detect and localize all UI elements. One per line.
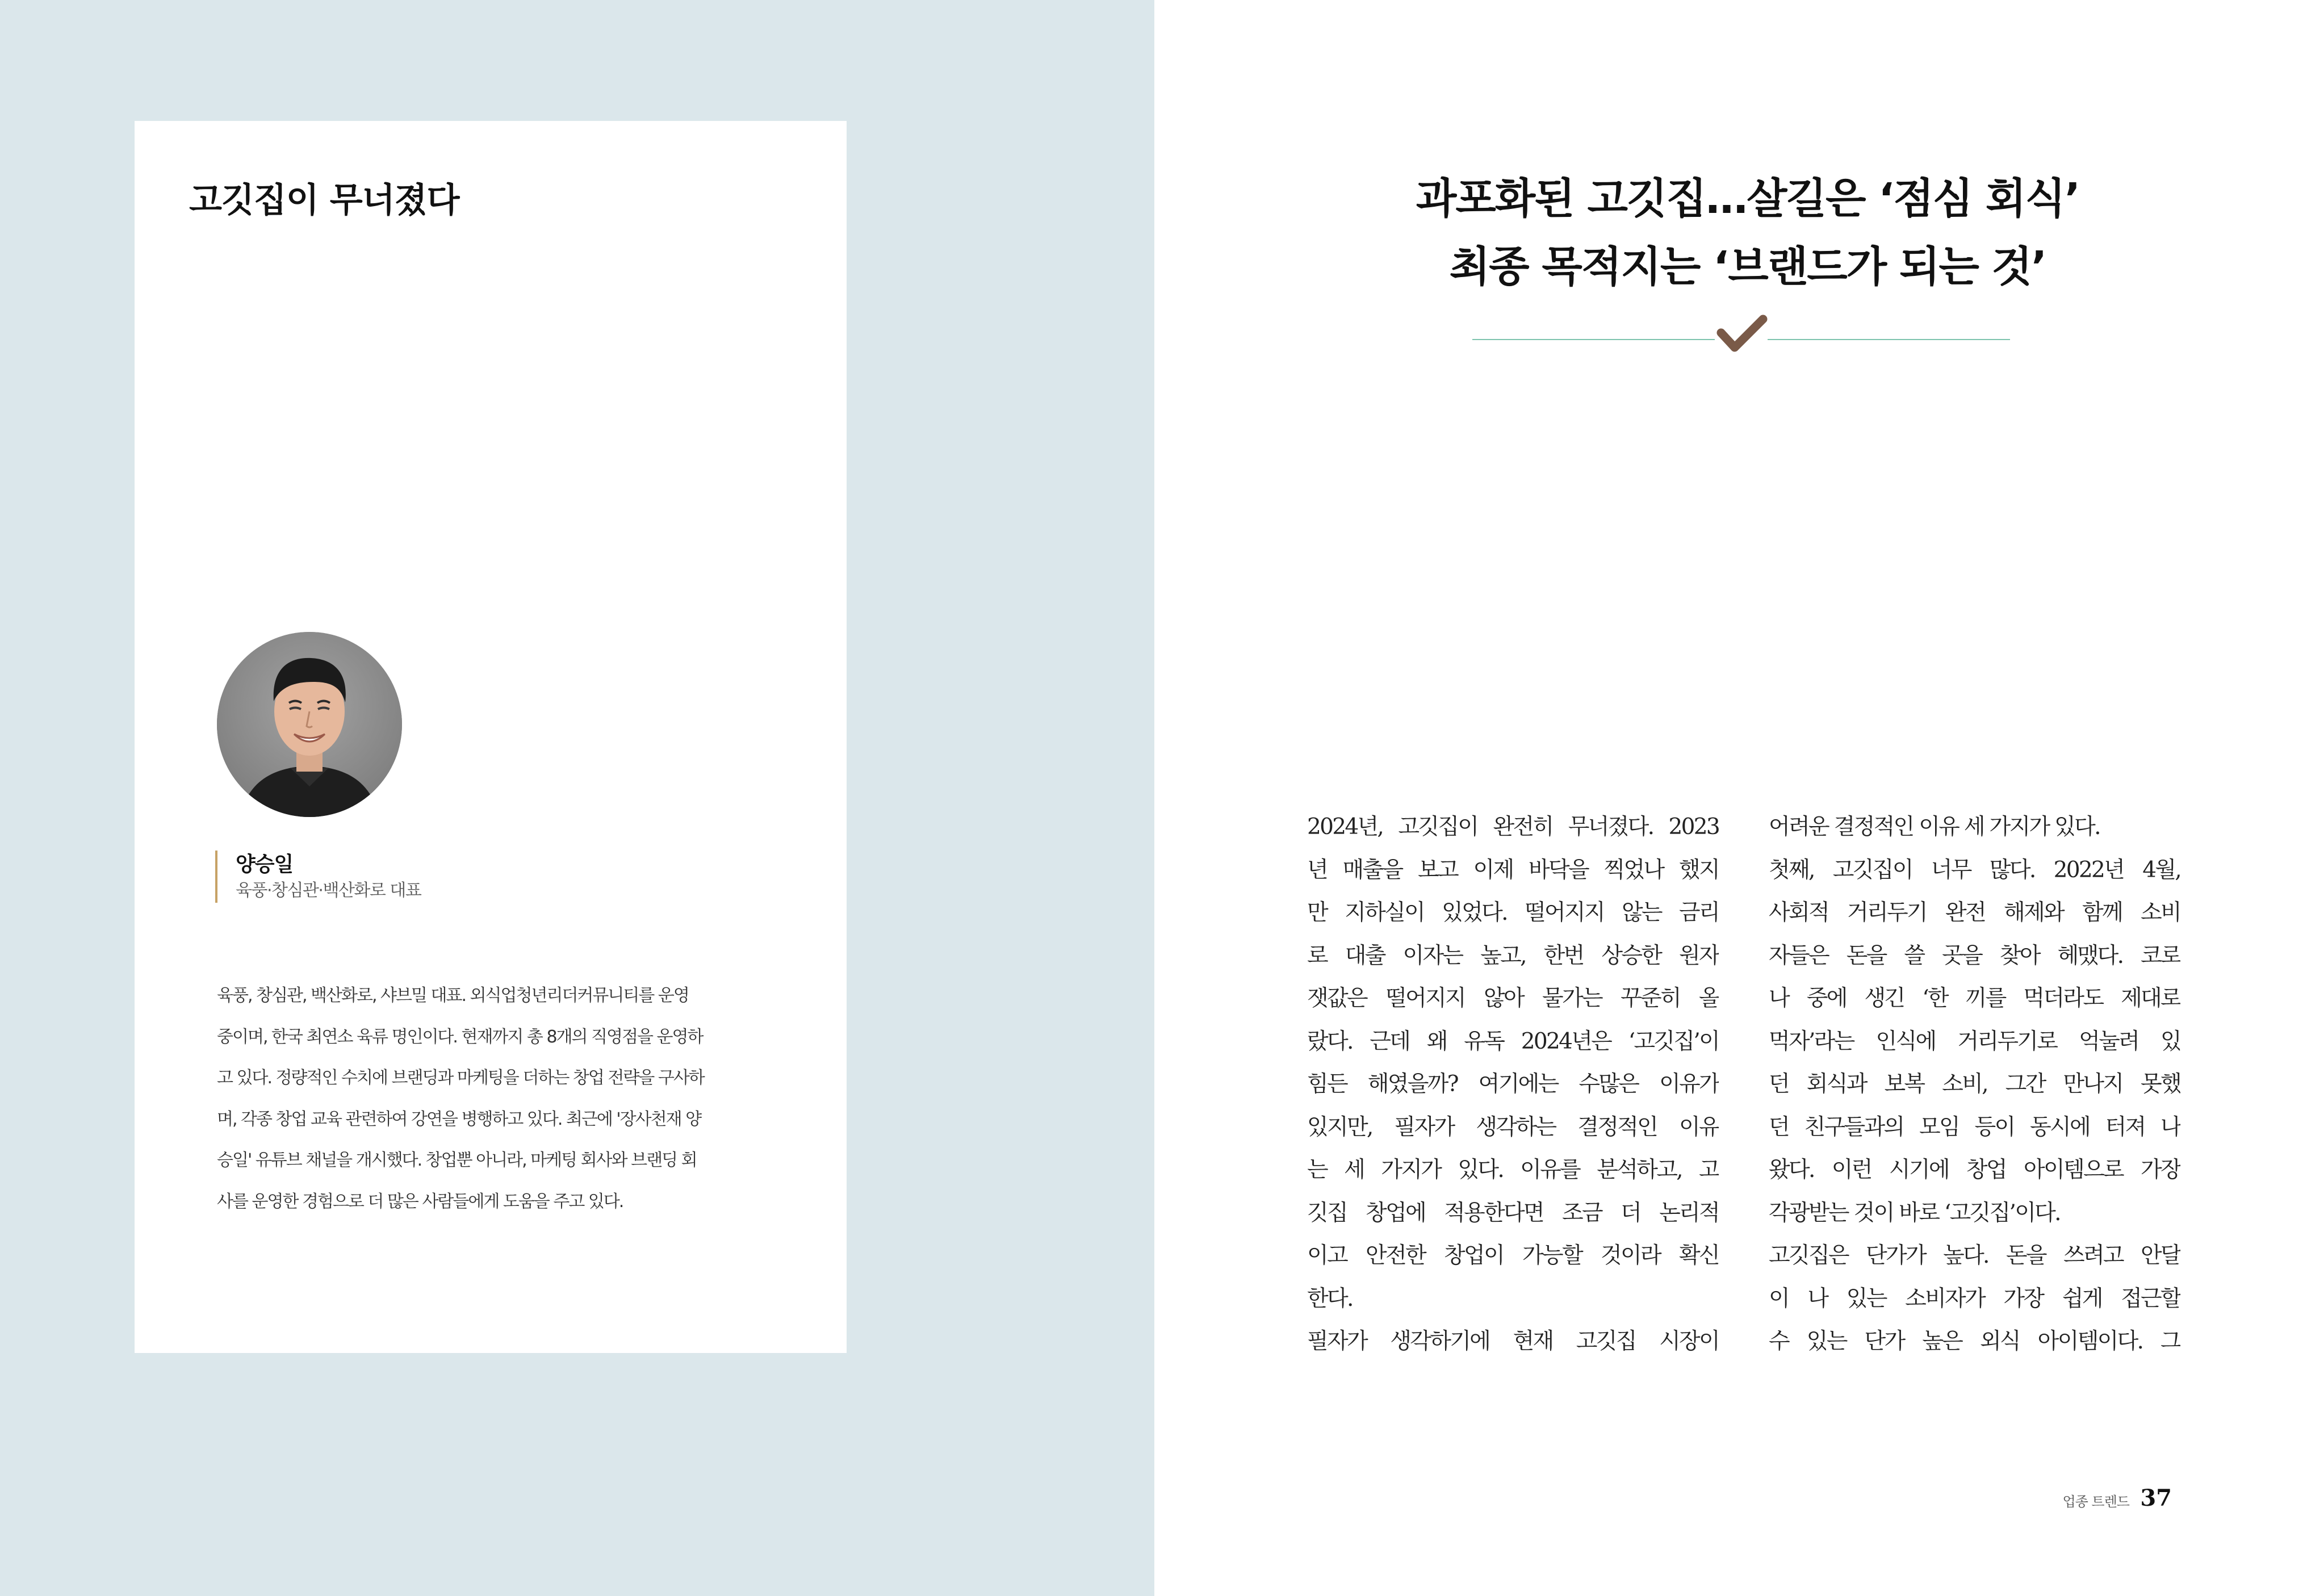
article-column-2 — [1769, 806, 2180, 1363]
bio-line: 고 있다. 정량적인 수치에 브랜딩과 마케팅을 더하는 창업 전략을 구사하 — [217, 1068, 704, 1088]
body-line: 이 나 있는 소비자가 가장 쉽게 접근할 — [1769, 1285, 2180, 1312]
body-line: 는 세 가지가 있다. 이유를 분석하고, 고 — [1307, 1157, 1719, 1183]
bio-line: 며, 각종 창업 교육 관련하여 강연을 병행하고 있다. 최근에 '장사천재 양 — [217, 1109, 701, 1129]
headline-divider — [1472, 311, 2010, 357]
body-line: 먹자’라는 인식에 거리두기로 억눌려 있 — [1769, 1028, 2180, 1054]
page-footer — [2061, 1485, 2172, 1516]
body-line: 2024년, 고깃집이 완전히 무너졌다. 2023 — [1307, 814, 1719, 840]
author-portrait — [217, 632, 402, 817]
article-column-1 — [1307, 806, 1719, 1363]
author-role: 육풍·창심관·백산화로 대표 — [236, 881, 421, 900]
headline-line: 과포화된 고깃집…살길은 ‘점심 회식’ — [1416, 174, 2080, 223]
body-line: 수 있는 단가 높은 외식 아이템이다. 그 — [1769, 1329, 2180, 1354]
body-line: 각광받는 것이 바로 ‘고깃집’이다. — [1769, 1200, 2060, 1226]
author-name: 양승일 — [236, 853, 294, 876]
body-line: 첫째, 고깃집이 너무 많다. 2022년 4월, — [1769, 857, 2180, 883]
section-label: 업종 트렌드 — [2062, 1494, 2129, 1510]
body-line: 잿값은 떨어지지 않아 물가는 꾸준히 올 — [1307, 986, 1719, 1011]
article-headline — [1268, 165, 2228, 301]
bio-line: 중이며, 한국 최연소 육류 명인이다. 현재까지 총 8개의 직영점을 운영하 — [217, 1027, 703, 1047]
body-line: 고깃집은 단가가 높다. 돈을 쓰려고 안달 — [1769, 1243, 2180, 1268]
body-line: 어려운 결정적인 이유 세 가지가 있다. — [1769, 814, 2100, 840]
body-line: 만 지하실이 있었다. 떨어지지 않는 금리 — [1307, 900, 1719, 925]
body-line: 깃집 창업에 적용한다면 조금 더 논리적 — [1307, 1200, 1719, 1226]
body-line: 필자가 생각하기에 현재 고깃집 시장이 — [1307, 1329, 1719, 1354]
body-line: 던 친구들과의 모임 등이 동시에 터져 나 — [1769, 1114, 2180, 1140]
body-line: 왔다. 이런 시기에 창업 아이템으로 가장 — [1769, 1157, 2180, 1183]
page-number: 37 — [2140, 1485, 2172, 1511]
body-line: 자들은 돈을 쓸 곳을 찾아 헤맸다. 코로 — [1769, 942, 2180, 969]
bio-line: 사를 운영한 경험으로 더 많은 사람들에게 도움을 주고 있다. — [217, 1191, 623, 1212]
body-line: 년 매출을 보고 이제 바닥을 찍었나 했지 — [1307, 857, 1719, 883]
author-info — [215, 851, 421, 903]
body-line: 있지만, 필자가 생각하는 결정적인 이유 — [1307, 1114, 1719, 1140]
body-line: 한다. — [1307, 1285, 1353, 1312]
body-line: 나 중에 생긴 ‘한 끼를 먹더라도 제대로 — [1769, 986, 2180, 1011]
body-line: 로 대출 이자는 높고, 한번 상승한 원자 — [1307, 942, 1719, 969]
author-profile-card — [135, 121, 847, 1353]
author-bio — [217, 975, 799, 1222]
body-line: 던 회식과 보복 소비, 그간 만나지 못했 — [1769, 1071, 2180, 1097]
bio-line: 육풍, 창심관, 백산화로, 샤브밀 대표. 외식업청년리더커뮤니티를 운영 — [217, 986, 689, 1006]
author-photo-illustration — [217, 632, 402, 817]
body-line: 사회적 거리두기 완전 해제와 함께 소비 — [1769, 900, 2180, 925]
body-line: 힘든 해였을까? 여기에는 수많은 이유가 — [1307, 1071, 1719, 1097]
headline-line: 최종 목적지는 ‘브랜드가 되는 것’ — [1449, 242, 2046, 291]
section-title: 고깃집이 무너졌다 — [189, 181, 459, 220]
body-line: 이고 안전한 창업이 가능할 것이라 확신 — [1307, 1243, 1719, 1268]
check-icon — [1721, 319, 1763, 347]
bio-line: 승일' 유튜브 채널을 개시했다. 창업뿐 아니라, 마케팅 회사와 브랜딩 회 — [217, 1150, 697, 1170]
body-line: 랐다. 근데 왜 유독 2024년은 ‘고깃집’이 — [1307, 1028, 1719, 1054]
